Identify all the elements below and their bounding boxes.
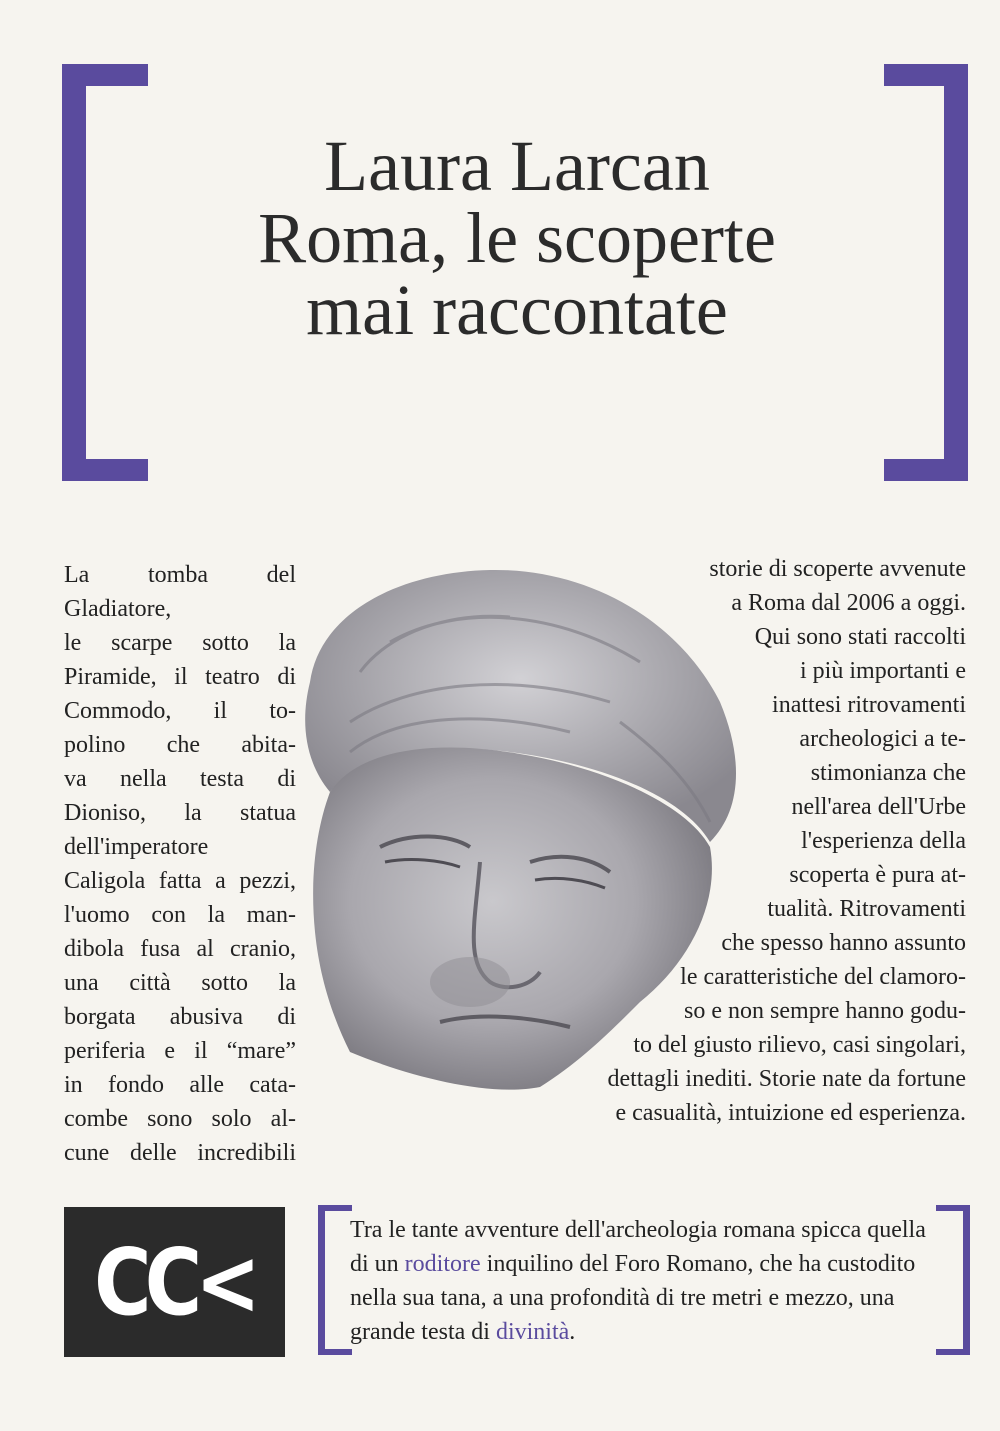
right-line: e casualità, intuizione ed esperienza. [615,1100,966,1126]
left-line: in fondo alle cata- [64,1072,296,1098]
quote-highlight-roditore: roditore [404,1251,481,1277]
quote-highlight-divinita: divinità [495,1319,570,1345]
left-line: combe sono solo al- [64,1106,296,1132]
left-line: periferia e il “mare” [64,1038,296,1064]
left-line: La tomba del Gladiatore, [64,562,296,622]
publisher-logo-text: CC< [94,1228,255,1336]
left-bracket-decoration [62,64,148,481]
pull-quote [350,1213,936,1349]
quote-text-2: inquilino del Foro Romano, che ha custodito nella sua tana, a una profondità di tre metri e mezzo, una grande testa di [350,1251,916,1345]
left-line: polino che abita- [64,732,296,758]
left-line: le scarpe sotto la [64,630,296,656]
author-name: Laura Larcan [324,126,710,206]
title-line-2: mai raccontate [306,270,728,350]
right-line: tualità. Ritrovamenti [767,896,966,922]
left-line: Commodo, il to- [64,698,296,724]
left-line: l'uomo con la man- [64,902,296,928]
right-line: stimonianza che [810,760,966,786]
title-line-1: Roma, le scoperte [258,198,776,278]
left-line: Dioniso, la statua [64,800,296,826]
right-line: i più importanti e [800,658,966,684]
left-line: Piramide, il teatro di [64,664,296,690]
left-line: va nella testa di [64,766,296,792]
left-line: dibola fusa al cranio, [64,936,296,962]
left-line: dell'imperatore [64,834,209,860]
right-line: dettagli inediti. Storie nate da fortune [607,1066,966,1092]
book-title-block [150,126,884,350]
right-line: inattesi ritrovamenti [772,692,966,718]
quote-text-1: Tra le tante avventure dell'archeologia romana spicca quella di un [350,1217,926,1277]
left-line: una città sotto la [64,970,296,996]
right-line: nell'area dell'Urbe [791,794,966,820]
blurb-left-column [64,558,296,1170]
right-line: so e non sempre hanno godu- [684,998,966,1024]
quote-right-bracket [936,1205,970,1355]
right-line: Qui sono stati raccolti [754,624,966,650]
right-line: storie di scoperte avvenute [709,556,966,582]
publisher-logo [64,1207,285,1357]
left-line: Caligola fatta a pezzi, [64,868,296,894]
right-line: l'esperienza della [801,828,966,854]
right-line: le caratteristiche del clamoro- [680,964,966,990]
quote-text-3: . [569,1319,576,1345]
quote-left-bracket [318,1205,352,1355]
right-line: che spesso hanno assunto [721,930,966,956]
left-line: borgata abusiva di [64,1004,296,1030]
right-line: to del giusto rilievo, casi singolari, [633,1032,966,1058]
right-line: scoperta è pura at- [789,862,966,888]
right-bracket-decoration [884,64,968,481]
right-line: archeologici a te- [799,726,966,752]
right-line: a Roma dal 2006 a oggi. [731,590,966,616]
blurb-right-column [520,552,966,1130]
left-line: cune delle incredibili [64,1140,296,1166]
